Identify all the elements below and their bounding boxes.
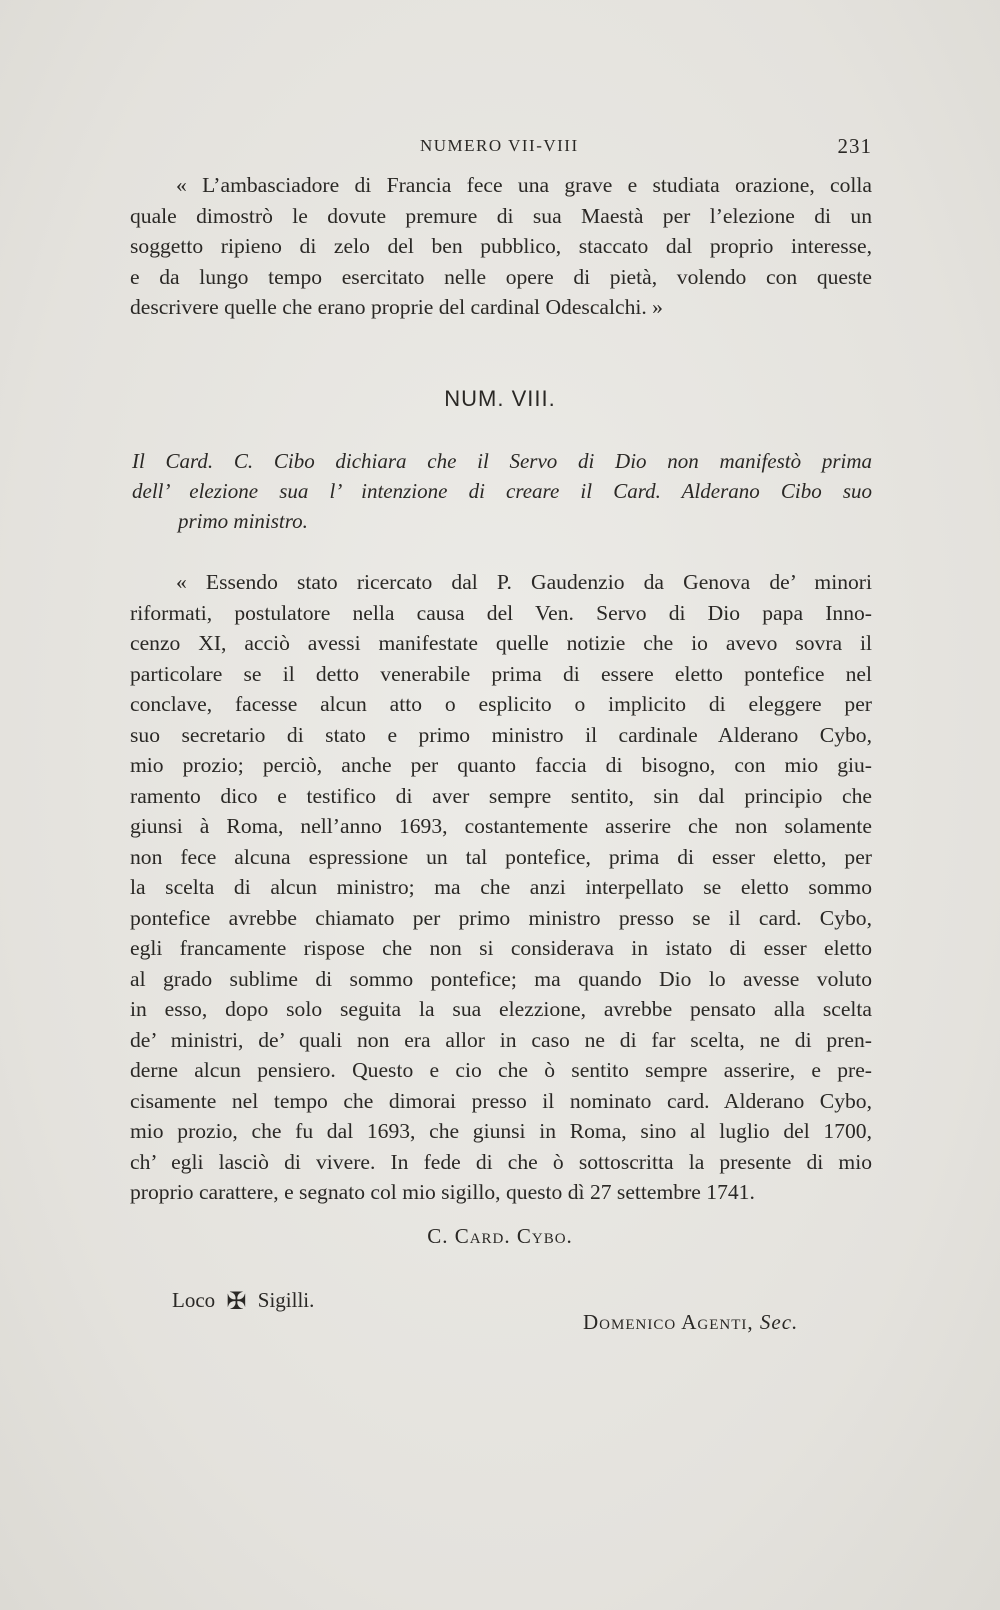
text-line: conclave, facesse alcun atto o esplicito o implicito di eleggere per [130,692,872,716]
signature: C. Card. Cybo. [427,1224,573,1248]
text-line: de’ ministri, de’ quali non era allor in caso ne di far scelta, ne di pren- [130,1027,872,1052]
paragraph-2 [130,567,872,1208]
text-line: e da lungo tempo esercitato nelle opere di pietà, volendo con queste [130,264,872,289]
text-line: derne alcun pensiero. Questo e cio che ò sentito sempre asserire, e pre- [130,1058,872,1082]
page-number: 231 [837,134,872,158]
section-title: NUM. VIII. [444,386,556,411]
running-head-title: NUMERO VII-VIII [420,136,579,155]
summary-line: dell’ elezione sua l’ intenzione di creare il Card. Alderano Cibo suo [132,479,872,503]
paragraph-1 [130,170,872,323]
seal-label-after: Sigilli. [257,1288,315,1312]
text-line: mio prozio; perciò, anche per quanto faccia di bisogno, con mio giu- [130,753,872,777]
cross-icon: ✠ [226,1289,247,1315]
seal-line [172,1287,314,1316]
running-head [130,136,872,166]
text-line: la scelta di alcun ministro; ma che anzi interpellato se eletto sommo [130,875,872,899]
text-line: « L’ambasciadore di Francia fece una grave e studiata orazione, colla [176,173,872,197]
text-line: egli francamente rispose che non si considerava in istato di esser eletto [130,936,872,960]
summary-line: Il Card. C. Cibo dichiara che il Servo di Dio non manifestò prima [132,449,872,473]
text-line: ramento dico e testifico di aver sempre sentito, sin dal principio che [130,783,872,808]
text-line: suo secretario di stato e primo ministro il cardinale Alderano Cybo, [130,722,872,747]
secretary-name: Domenico Agenti, [583,1310,754,1334]
text-line: ch’ egli lasciò di vivere. In fede di che ò sottoscritta la presente di mio [130,1149,872,1174]
text-line: cisamente nel tempo che dimorai presso il nominato card. Alderano Cybo, [130,1088,872,1113]
text-line: quale dimostrò le dovute premure di sua Maestà per l’elezione di un [130,203,872,228]
summary-line: primo ministro. [178,509,308,533]
text-line: soggetto ripieno di zelo del ben pubblico, staccato dal proprio interesse, [130,234,872,258]
summary-heading [132,446,872,536]
text-line: proprio carattere, e segnato col mio sigillo, questo dì 27 settembre 1741. [130,1180,755,1204]
text-line: descrivere quelle che erano proprie del cardinal Odescalchi. » [130,295,663,319]
text-line: pontefice avrebbe chiamato per primo ministro presso se il card. Cybo, [130,905,872,930]
text-line: « Essendo stato ricercato dal P. Gaudenzio da Genova de’ minori [176,570,872,594]
text-line: particolare se il detto venerabile prima di essere eletto pontefice nel [130,661,872,686]
text-line: mio prozio, che fu dal 1693, che giunsi in Roma, sino al luglio del 1700, [130,1119,872,1143]
text-line: giunsi à Roma, nell’anno 1693, costantemente asserire che non solamente [130,814,872,838]
secretary-title: Sec. [759,1310,799,1334]
text-line: cenzo XI, acciò avessi manifestate quelle notizie che io avevo sovra il [130,631,872,655]
text-line: in esso, dopo solo seguita la sua elezzione, avrebbe pensato alla scelta [130,997,872,1021]
text-line: al grado sublime di sommo pontefice; ma quando Dio lo avesse voluto [130,966,872,991]
secretary-signature [583,1310,798,1335]
text-line: non fece alcuna espressione un tal pontefice, prima di esser eletto, per [130,844,872,869]
seal-label-before: Loco [172,1288,216,1312]
text-line: riformati, postulatore nella causa del Ven. Servo di Dio papa Inno- [130,600,872,625]
